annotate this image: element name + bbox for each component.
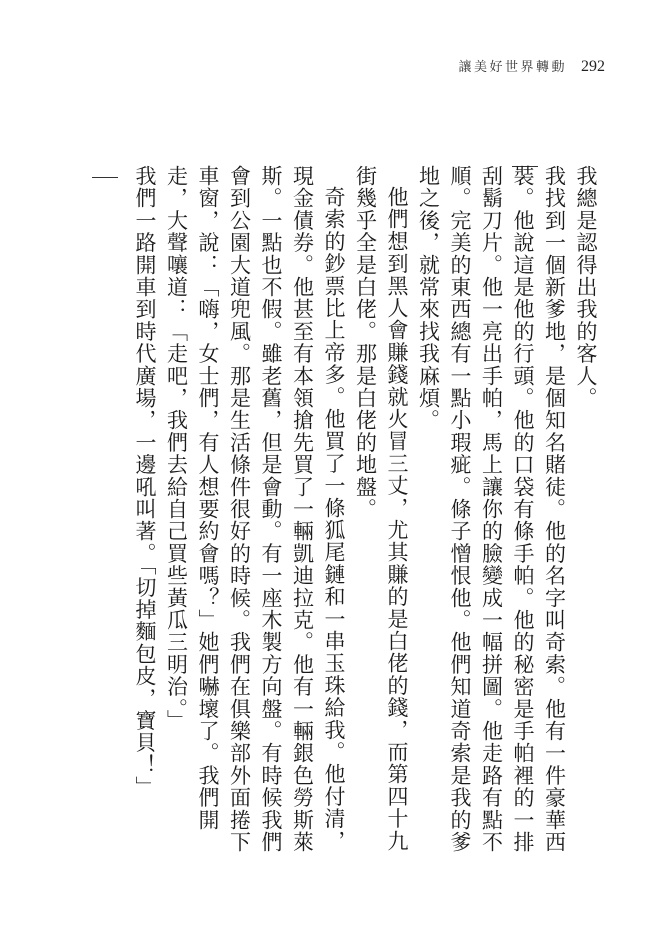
section-rule-bottom	[92, 177, 118, 178]
running-title: 讓美好世界轉動	[458, 60, 567, 75]
paragraph-3: 奇索的鈔票比上帝多。他買了一條狐尾鏈和一串玉珠給我。他付清，現金債券。他甚至有本領搶先買了一輛凱迪拉克。他有一輛銀色勞斯萊斯。一點也不假。雖老舊，但是會動。有一座木製方向盤。有時候我們會到公園大道兜風。那是生活條件很好的時候。我們在俱樂部外面捲下車窗，說：「嗨，女士們，有人想要約會嗎？」她們嚇壞了。我們開走，大聲嚷道：「走吧，我們去給自己買些黃瓜三明治。」	[164, 165, 346, 854]
paragraph-1: 我找到一個新爹地，是個知名賭徒。他的名字叫奇索。他有一件豪華西裝。他說這是他的行頭。他的口袋有條手帕。他的秘密是手帕裡的一排刮鬍刀片。他一亮出手帕，馬上讓你的臉變成一幅拼圖。他走路有點不順。完美的東西總有一點小瑕疵。條子憎恨他。他們知道奇索是我的爹地之後，就常來找我麻煩。	[416, 165, 567, 854]
page-number: 292	[581, 58, 605, 75]
page-header	[458, 56, 605, 76]
paragraph-2: 他們想到黑人會賺錢就火冒三丈，尤其賺的是白佬的錢，而第四十九街幾乎全是白佬。那是白佬的地盤。	[353, 165, 409, 852]
paragraph-4: 我們一路開車到時代廣場，一邊吼叫著。「切掉麵包皮，寶貝！」	[133, 165, 157, 799]
body-text	[133, 165, 601, 865]
opening-line: 我總是認得出我的客人。	[574, 165, 598, 410]
